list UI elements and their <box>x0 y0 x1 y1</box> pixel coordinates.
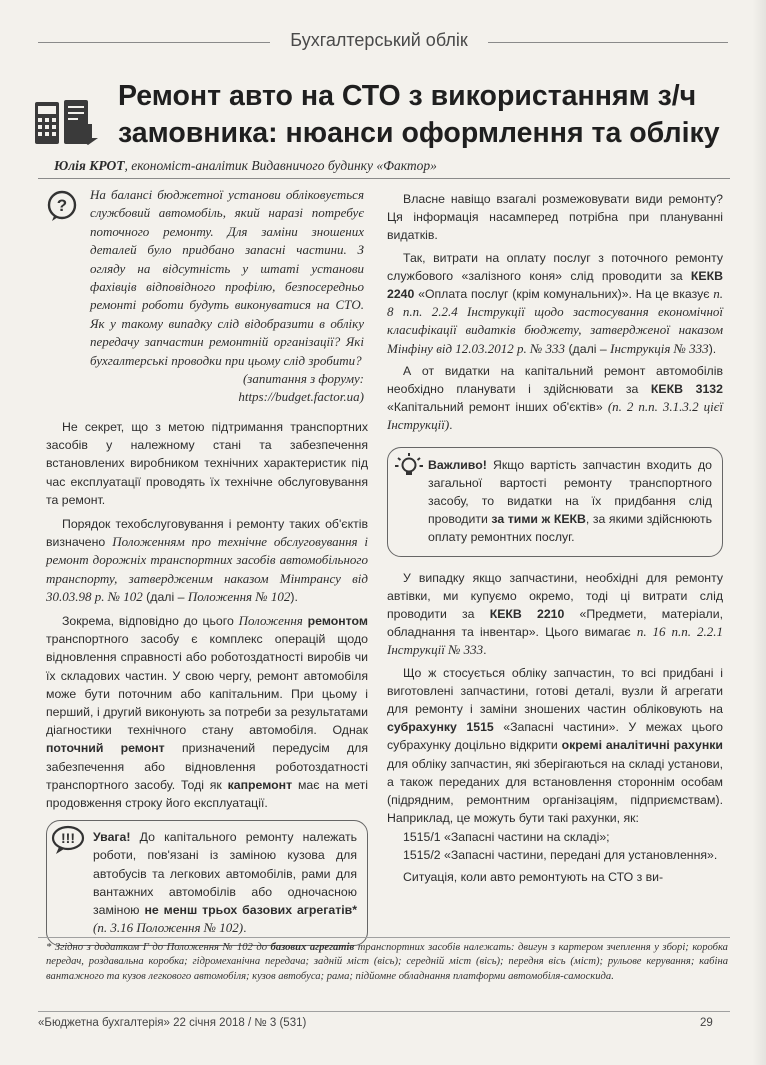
text-run: ). <box>708 341 717 356</box>
text-run: У випадку якщо запчастини, необхідні для ремонту автівки, ми купуємо окремо, тоді ці витрати слід проводити за <box>387 570 723 622</box>
text-run: Так, витрати на оплату послуг з поточного ремонту службового «залізного коня» слід проводити за <box>387 250 723 283</box>
reader-question <box>46 186 368 414</box>
right-column <box>387 186 723 886</box>
bold-term: КЕКВ 2210 <box>489 607 565 622</box>
title-rule <box>38 178 730 179</box>
text-run: , за якими здійснюють оплату ремонтних послуг. <box>428 512 713 545</box>
question-source-1: (запитання з форуму: <box>242 371 364 387</box>
attention-callout <box>46 820 368 946</box>
bold-term: КЕКВ 2240 <box>387 268 723 302</box>
text-run: (далі – <box>565 341 611 356</box>
text-run: Порядок техобслуговування і ремонту таких об'єктів визначено <box>46 517 368 550</box>
question-body <box>90 186 364 406</box>
italic-ref: п. 16 п.п. 2.2.1 Інструкції № 333 <box>387 624 724 658</box>
italic-ref: (п. 3.16 Положення № 102) <box>93 920 244 936</box>
bold-term: базових агрегатів <box>270 942 355 953</box>
text-run: транспортного засобу є комплекс операцій щодо відновлення справності або роботоздатності виробів чи їх складових частин. У свою чергу, ремонт автомобіля може бути поточним або капітальним. При цьому і перший, і другий виконують за потреби за результатами діагностики технічного стану автомобіля. Однак <box>46 632 368 738</box>
page-edge-shade <box>752 0 766 1065</box>
paragraph: 1515/2 «Запасні частини, передані для установлення». <box>403 847 718 862</box>
calculator-document-icon <box>34 98 106 146</box>
italic-ref: Положення № 102 <box>187 588 291 604</box>
text-run: (далі – <box>142 589 188 604</box>
italic-ref: (п. 2 п.п. 3.1.3.2 цієї Інструкції) <box>387 399 723 433</box>
text-run: . <box>449 418 453 433</box>
article-title: Ремонт авто на СТО з використанням з/ч замовника: нюанси оформлення та обліку <box>118 80 720 149</box>
text-run: А от видатки на капітальний ремонт автомобілів необхідно планувати і здійснювати за <box>387 363 723 397</box>
exclamation-bubble-icon <box>51 825 85 855</box>
italic-ref: п. 8 п.п. 2.2.4 Інструкції щодо застосування економічної класифікації видатків бюджету, затвердженої наказом Мінфіну від 12.03.2012 р. № 333 <box>387 286 723 356</box>
text-run: «Оплата послуг (крім комунальних)». На це вказує <box>414 287 714 302</box>
footnote <box>46 941 728 984</box>
text-run: для обліку запчастин, які зберігаються на складі установи, а також переданих для встановлення стороннім особам (підрядним, ремонтним організаціям, підприємствам). Наприклад, це можуть бути такі рахунки, як: <box>387 756 723 826</box>
bold-term: субрахунку 1515 <box>387 720 494 735</box>
bold-term: КЕКВ 3132 <box>650 382 723 397</box>
italic-ref: Положення <box>238 613 303 629</box>
paragraph <box>387 362 723 435</box>
important-text <box>428 456 712 547</box>
svg-text:!!!: !!! <box>61 830 75 847</box>
journal-issue: «Бюджетна бухгалтерія» 22 січня 2018 / № 3 (531) <box>38 1017 307 1029</box>
footer-rule <box>38 1011 730 1012</box>
header-rule-right <box>488 42 728 43</box>
paragraph <box>46 515 368 606</box>
text-run: До капітального ремонту належать роботи, пов'язані із заміною кузова для автобусів та легкових автомобілів, рами для вантажних автомобілів або одночасною заміною <box>93 830 357 918</box>
author-line <box>54 158 734 174</box>
text-run: призначений передусім для забезпечення або відновлення роботоздатності транспортного засобу. Тоді як <box>46 741 369 792</box>
italic-ref: Інструкція № 333 <box>610 340 709 356</box>
paragraph <box>387 249 723 358</box>
paragraph: Власне навіщо взагалі розмежовувати види ремонту? Ця інформація насамперед потрібна при плануванні видатків. <box>387 192 723 243</box>
left-column <box>46 186 368 946</box>
attention-text <box>93 828 357 937</box>
author-name: Юлія КРОТ <box>54 158 125 173</box>
attention-label: Увага! <box>93 830 131 845</box>
text-run: Якщо вартість запчастин входить до загальної вартості ремонту транспортного засобу, то видатки на їх придбання слід проводити <box>428 457 712 527</box>
text-run: ). <box>290 589 298 604</box>
paragraph: 1515/1 «Запасні частини на складі»; <box>403 829 610 844</box>
bold-term: поточний ремонт <box>46 741 165 756</box>
svg-text:?: ? <box>56 196 68 215</box>
bold-term: за тими ж КЕКВ <box>491 512 586 527</box>
bold-term: окремі аналітичні рахунки <box>561 738 723 753</box>
text-run: . <box>243 921 247 936</box>
question-text: На балансі бюджетної установи обліковується службовий автомобіль, який наразі потребує поточного ремонту. Для заміни зношених деталей було придбано запасні частини. З огляду на відсутність у штаті установи фахівців відповідного профілю, безпосередньо ремонті роботи будуть виконуватися на СТО. Як у такому випадку слід відобразити в обліку передачу запчастин ремонтній організації? Які бухгалтерські проводки при цьому слід зробити? <box>90 187 364 368</box>
page-number: 29 <box>700 1017 713 1029</box>
important-callout <box>387 447 723 557</box>
text-run: «Предмети, матеріали, обладнання та інвентар». Цього вимагає <box>387 607 724 640</box>
bold-term: ремонтом <box>307 614 368 629</box>
text-run: «Капітальний ремонт інших об'єктів» <box>387 400 608 415</box>
paragraph <box>46 612 368 812</box>
text-run: транспортних засобів належать: двигун з картером зчеплення у зборі; коробка передач, роздавальна коробка; гідромеханічна передача; задній міст (вісь); середній міст (вісь); передня вісь (міст); рульове керування; кабіна вантажного та кузов легкового автомобіля; кузов автобуса; рама; підйомне обладнання платформи автомобіля-самоскида. <box>46 942 728 982</box>
section-label: Бухгалтерський облік <box>290 30 468 50</box>
paragraph <box>387 569 723 660</box>
question-source-2: https://budget.factor.ua) <box>238 389 364 405</box>
lightbulb-icon <box>392 452 426 482</box>
text-run: має на меті продовження строку його експлуатації. <box>46 777 368 811</box>
text-run: Зокрема, відповідно до цього <box>62 614 239 629</box>
text-run: Що ж стосується обліку запчастин, то всі придбані і виготовлені запчастини, готові деталі, вузли й агрегати для ремонту і заміни зношених частин обліковують на <box>387 665 723 717</box>
bold-term: капремонт <box>227 777 293 792</box>
author-role: , економіст-аналітик Видавничого будинку «Фактор» <box>124 158 437 173</box>
italic-ref: Положенням про технічне обслуговування і ремонт дорожніх транспортних засобів автомобільного транспорту, затвердженим наказом Мінтрансу від 30.03.98 р. № 102 <box>46 534 368 604</box>
paragraph <box>387 664 723 828</box>
text-run: * Згідно з додатком Г до Положення № 102 до <box>46 942 271 953</box>
section-header <box>0 30 766 54</box>
paragraph: Не секрет, що з метою підтримання транспортних засобів у належному стані та забезпечення встановлених виробником технічних характеристик під час експлуатації проводять їх технічне обслуговування та ремонт. <box>46 420 368 507</box>
question-mark-icon <box>46 190 78 222</box>
bold-term: не менш трьох базових агрегатів* <box>144 903 357 918</box>
paragraph: Ситуація, коли авто ремонтують на СТО з ви- <box>403 869 664 884</box>
text-run: . <box>483 643 487 658</box>
important-label: Важливо! <box>428 457 487 472</box>
header-rule-left <box>38 42 270 43</box>
footnote-rule <box>38 937 730 938</box>
text-run: «Запасні частини». У межах цього субрахунку доцільно відкрити <box>387 720 723 753</box>
